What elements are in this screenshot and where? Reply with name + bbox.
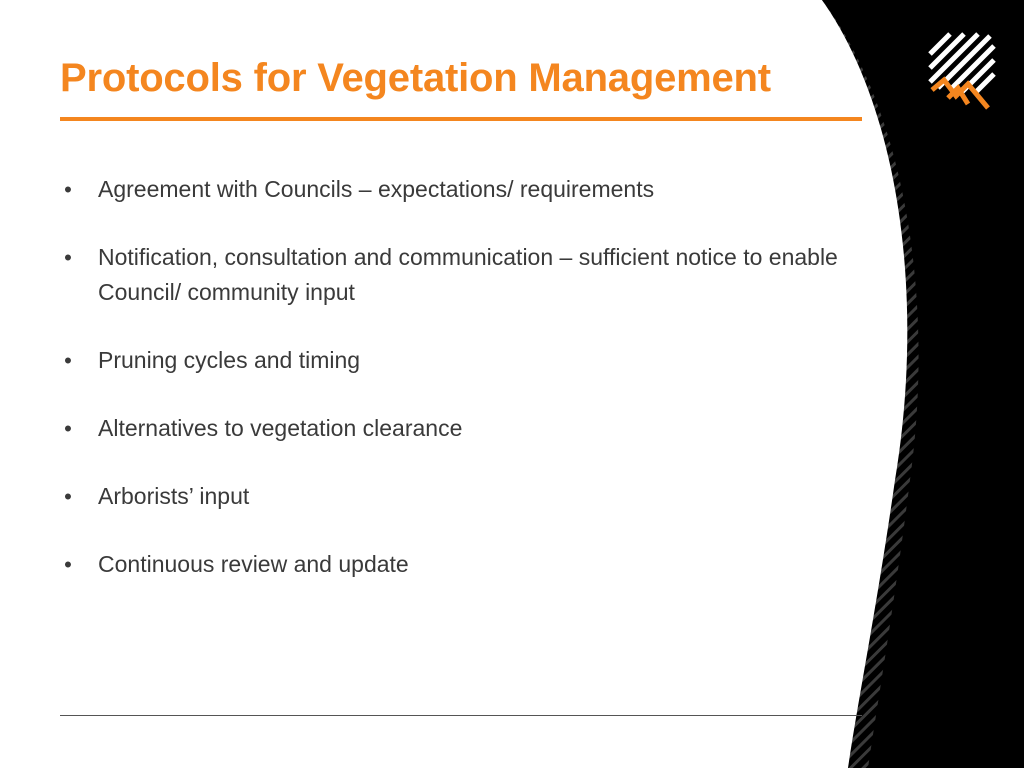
bullet-item xyxy=(58,547,858,582)
bullet-text: Arborists’ input xyxy=(98,483,250,509)
bullet-item xyxy=(58,479,858,514)
bullet-dot-icon: • xyxy=(64,416,72,441)
bullet-dot-icon: • xyxy=(64,245,72,270)
bullet-dot-icon: • xyxy=(64,177,72,202)
bullet-dot-icon: • xyxy=(64,484,72,509)
bullet-item xyxy=(58,172,858,207)
striped-lightning-logo-icon xyxy=(928,32,996,114)
bullet-item xyxy=(58,343,858,378)
footer-divider xyxy=(60,715,862,716)
bullet-list xyxy=(58,172,858,615)
bullet-text: Continuous review and update xyxy=(98,551,409,577)
bullet-item xyxy=(58,240,858,310)
bullet-dot-icon: • xyxy=(64,348,72,373)
bullet-item xyxy=(58,411,858,446)
bullet-text: Alternatives to vegetation clearance xyxy=(98,415,463,441)
title-underline xyxy=(60,117,862,121)
bullet-text: Pruning cycles and timing xyxy=(98,347,361,373)
bullet-text: Notification, consultation and communication – sufficient notice to enable Council/ community input xyxy=(98,244,838,305)
bullet-text: Agreement with Councils – expectations/ requirements xyxy=(98,176,655,202)
slide-title: Protocols for Vegetation Management xyxy=(60,56,771,100)
bullet-dot-icon: • xyxy=(64,552,72,577)
